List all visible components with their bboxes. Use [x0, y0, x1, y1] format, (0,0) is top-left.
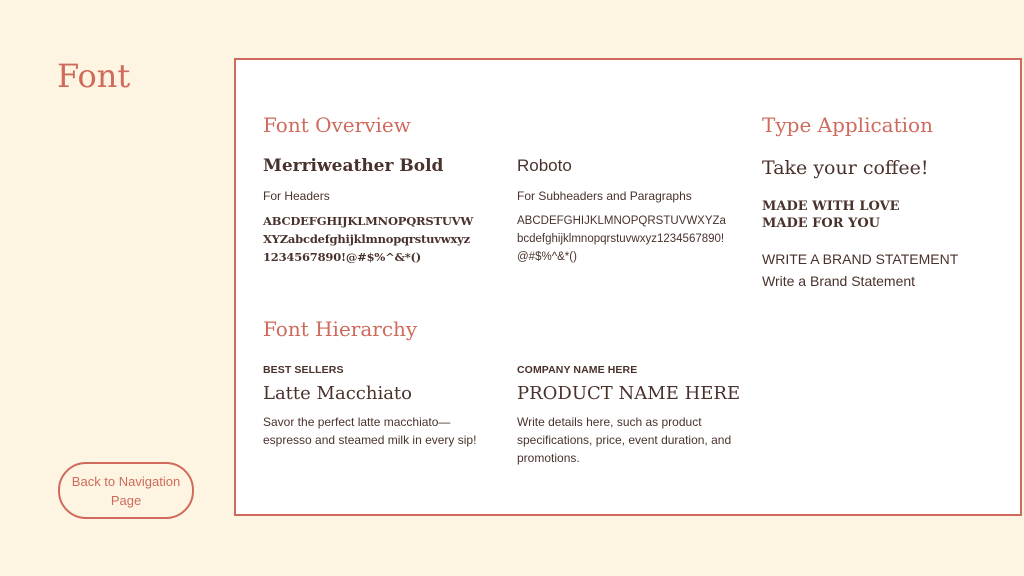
back-to-navigation-button[interactable]: [58, 462, 194, 519]
hierarchy-example1-title: Latte Macchiato: [263, 383, 413, 404]
font-hierarchy-heading: Font Hierarchy: [263, 317, 418, 341]
application-headline: Take your coffee!: [762, 157, 929, 179]
hierarchy-example2-title: PRODUCT NAME HERE: [517, 383, 741, 404]
application-statement-title: Write a Brand Statement: [762, 273, 916, 289]
secondary-font-charset: ABCDEFGHIJKLMNOPQRSTUVWXYZabcdefghijklmnopqrstuvwxyz1234567890!@#$%^&*(): [517, 215, 726, 263]
back-button-label: Back to Navigation Page: [71, 473, 181, 508]
primary-font-name: Merriweather Bold: [263, 156, 444, 176]
primary-font-usage: For Headers: [263, 189, 330, 203]
application-tagline-line2: MADE FOR YOU: [762, 216, 881, 231]
application-tagline-line1: MADE WITH LOVE: [762, 199, 900, 214]
font-overview-heading: Font Overview: [263, 113, 411, 137]
hierarchy-example2-body: Write details here, such as product specifications, price, event duration, and promotions.: [517, 415, 732, 465]
hierarchy-example2-kicker: COMPANY NAME HERE: [517, 364, 638, 376]
page-title: Font: [57, 57, 131, 95]
secondary-font-name: Roboto: [517, 156, 572, 175]
primary-font-charset: ABCDEFGHIJKLMNOPQRSTUVWXYZabcdefghijklmnopqrstuvwxyz1234567890!@#$%^&*(): [263, 214, 474, 264]
application-statement-upper: WRITE A BRAND STATEMENT: [762, 251, 959, 267]
hierarchy-example1-body: Savor the perfect latte macchiato—espresso and steamed milk in every sip!: [263, 415, 477, 447]
secondary-font-usage: For Subheaders and Paragraphs: [517, 189, 692, 203]
hierarchy-example1-kicker: BEST SELLERS: [263, 364, 344, 376]
type-application-heading: Type Application: [762, 113, 933, 137]
font-content-panel: [234, 58, 1022, 516]
